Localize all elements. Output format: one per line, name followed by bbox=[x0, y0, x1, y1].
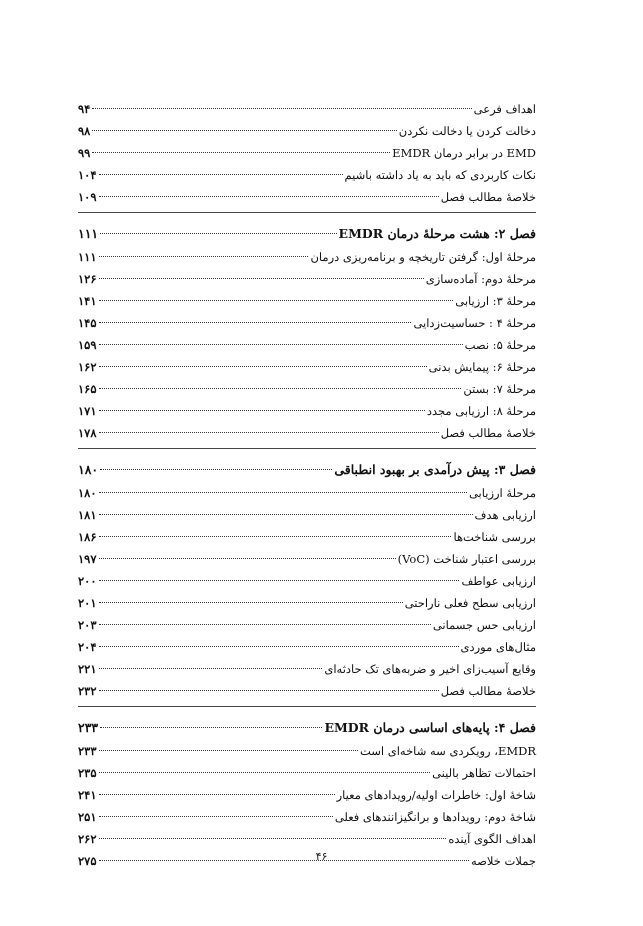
dot-leader bbox=[99, 277, 424, 279]
dot-leader bbox=[99, 535, 452, 537]
toc-entry[interactable] bbox=[78, 186, 536, 208]
entry-title: دخالت کردن یا دخالت نکردن bbox=[398, 124, 536, 138]
dot-leader bbox=[99, 557, 396, 559]
entry-page-number: ۲۷۵ bbox=[78, 854, 97, 868]
entry-page-number: ۲۰۳ bbox=[78, 618, 97, 632]
toc-entry[interactable] bbox=[78, 740, 536, 762]
entry-title: ارزیابی حس جسمانی bbox=[432, 618, 536, 632]
toc-entry[interactable] bbox=[78, 378, 536, 400]
dot-leader bbox=[99, 689, 439, 691]
toc-entry[interactable] bbox=[78, 268, 536, 290]
dot-leader bbox=[92, 151, 390, 153]
toc-chapter-heading[interactable] bbox=[78, 457, 536, 482]
entry-title: مرحلهٔ ۷: بستن bbox=[463, 382, 536, 396]
entry-page-number: ۲۰۴ bbox=[78, 640, 97, 654]
entry-title: ارزیابی عواطف bbox=[461, 574, 536, 588]
chapter-divider bbox=[78, 448, 536, 449]
entry-title: خلاصهٔ مطالب فصل bbox=[440, 684, 536, 698]
entry-title: EMDR، رویکردی سه شاخه‌ای است bbox=[359, 744, 536, 758]
chapter-page-number: ۱۱۱ bbox=[78, 226, 99, 241]
entry-page-number: ۱۱۱ bbox=[78, 250, 97, 264]
dot-leader bbox=[100, 232, 336, 234]
toc-entry[interactable] bbox=[78, 290, 536, 312]
dot-leader bbox=[99, 321, 412, 323]
dot-leader bbox=[100, 726, 322, 728]
entry-page-number: ۱۸۶ bbox=[78, 530, 97, 544]
entry-page-number: ۱۸۱ bbox=[78, 508, 97, 522]
entry-page-number: ۱۶۲ bbox=[78, 360, 97, 374]
dot-leader bbox=[99, 431, 439, 433]
entry-title: شاخهٔ اول: خاطرات اولیه/رویدادهای معیار bbox=[336, 788, 536, 802]
entry-page-number: ۲۰۰ bbox=[78, 574, 97, 588]
entry-title: مرحلهٔ ۸: ارزیابی مجدد bbox=[426, 404, 536, 418]
chapter-page-number: ۱۸۰ bbox=[78, 462, 99, 477]
entry-title: اهداف فرعی bbox=[473, 102, 536, 116]
dot-leader bbox=[99, 667, 323, 669]
dot-leader bbox=[99, 623, 431, 625]
page-number: ۴۶ bbox=[315, 850, 328, 863]
toc-entry[interactable] bbox=[78, 98, 536, 120]
chapter-divider bbox=[78, 212, 536, 213]
entry-title: مرحلهٔ ارزیابی bbox=[468, 486, 536, 500]
entry-title: اهداف الگوی آینده bbox=[448, 832, 536, 846]
entry-page-number: ۱۰۹ bbox=[78, 190, 97, 204]
dot-leader bbox=[92, 129, 396, 131]
toc-entry[interactable] bbox=[78, 334, 536, 356]
dot-leader bbox=[99, 409, 425, 411]
entry-title: جملات خلاصه bbox=[470, 854, 536, 868]
toc-entry[interactable] bbox=[78, 548, 536, 570]
entry-page-number: ۲۳۵ bbox=[78, 766, 97, 780]
dot-leader bbox=[99, 601, 403, 603]
entry-page-number: ۲۰۱ bbox=[78, 596, 97, 610]
entry-page-number: ۱۷۱ bbox=[78, 404, 97, 418]
entry-title: مثال‌های موردی bbox=[460, 640, 536, 654]
entry-title: ارزیابی هدف bbox=[474, 508, 536, 522]
entry-title: مرحلهٔ اول: گرفتن تاریخچه و برنامه‌ریزی درمان bbox=[310, 250, 536, 264]
chapter-title: فصل ۲: هشت مرحلهٔ درمان EMDR bbox=[338, 226, 536, 241]
table-of-contents bbox=[78, 98, 536, 872]
toc-entry[interactable] bbox=[78, 636, 536, 658]
entry-page-number: ۲۳۳ bbox=[78, 744, 97, 758]
toc-entry[interactable] bbox=[78, 142, 536, 164]
entry-page-number: ۹۹ bbox=[78, 146, 91, 160]
dot-leader bbox=[99, 195, 439, 197]
dot-leader bbox=[100, 468, 332, 470]
toc-entry[interactable] bbox=[78, 658, 536, 680]
entry-page-number: ۱۲۶ bbox=[78, 272, 97, 286]
entry-title: خلاصهٔ مطالب فصل bbox=[440, 190, 536, 204]
toc-entry[interactable] bbox=[78, 400, 536, 422]
toc-entry[interactable] bbox=[78, 356, 536, 378]
dot-leader bbox=[99, 793, 335, 795]
entry-title: مرحلهٔ ۳: ارزیابی bbox=[455, 294, 536, 308]
entry-page-number: ۱۹۷ bbox=[78, 552, 97, 566]
entry-page-number: ۱۸۰ bbox=[78, 486, 97, 500]
toc-entry[interactable] bbox=[78, 784, 536, 806]
entry-page-number: ۱۴۵ bbox=[78, 316, 97, 330]
dot-leader bbox=[99, 513, 473, 515]
toc-entry[interactable] bbox=[78, 592, 536, 614]
entry-page-number: ۱۵۹ bbox=[78, 338, 97, 352]
entry-page-number: ۹۸ bbox=[78, 124, 91, 138]
entry-page-number: ۱۴۱ bbox=[78, 294, 97, 308]
entry-title: مرحلهٔ ۶: پیمایش بدنی bbox=[428, 360, 536, 374]
toc-entry[interactable] bbox=[78, 120, 536, 142]
dot-leader bbox=[99, 645, 459, 647]
entry-page-number: ۹۴ bbox=[78, 102, 91, 116]
toc-entry[interactable] bbox=[78, 422, 536, 444]
dot-leader bbox=[99, 749, 358, 751]
toc-entry[interactable] bbox=[78, 680, 536, 702]
entry-title: EMD در برابر درمان EMDR bbox=[392, 146, 536, 160]
chapter-title: فصل ۳: پیش درآمدی بر بهبود انطباقی bbox=[334, 462, 536, 477]
entry-page-number: ۱۶۵ bbox=[78, 382, 97, 396]
dot-leader bbox=[99, 255, 309, 257]
dot-leader bbox=[99, 173, 343, 175]
entry-title: وقایع آسیب‌زای اخیر و ضربه‌های تک حادثه‌ای bbox=[324, 662, 536, 676]
dot-leader bbox=[99, 343, 463, 345]
dot-leader bbox=[99, 579, 460, 581]
dot-leader bbox=[99, 837, 447, 839]
toc-entry[interactable] bbox=[78, 526, 536, 548]
toc-chapter-heading[interactable] bbox=[78, 715, 536, 740]
dot-leader bbox=[92, 107, 471, 109]
dot-leader bbox=[99, 387, 462, 389]
entry-title: احتمالات تظاهر بالینی bbox=[432, 766, 536, 780]
entry-title: مرحلهٔ ۵: نصب bbox=[464, 338, 536, 352]
entry-page-number: ۱۷۸ bbox=[78, 426, 97, 440]
toc-entry[interactable] bbox=[78, 570, 536, 592]
entry-page-number: ۲۳۲ bbox=[78, 684, 97, 698]
toc-entry[interactable] bbox=[78, 482, 536, 504]
entry-page-number: ۱۰۴ bbox=[78, 168, 97, 182]
dot-leader bbox=[99, 491, 467, 493]
chapter-title: فصل ۴: پایه‌های اساسی درمان EMDR bbox=[324, 720, 536, 735]
dot-leader bbox=[99, 299, 454, 301]
entry-page-number: ۲۶۲ bbox=[78, 832, 97, 846]
chapter-page-number: ۲۳۳ bbox=[78, 720, 99, 735]
entry-title: شاخهٔ دوم: رویدادها و برانگیزانندهای فعلی bbox=[334, 810, 536, 824]
toc-entry[interactable] bbox=[78, 806, 536, 828]
entry-title: بررسی شناخت‌ها bbox=[453, 530, 536, 544]
dot-leader bbox=[99, 815, 333, 817]
toc-entry[interactable] bbox=[78, 504, 536, 526]
entry-title: خلاصهٔ مطالب فصل bbox=[440, 426, 536, 440]
entry-title: مرحلهٔ دوم: آماده‌سازی bbox=[425, 272, 536, 286]
entry-title: بررسی اعتبار شناخت (VoC) bbox=[397, 552, 536, 566]
entry-title: مرحلهٔ ۴ : حساسیت‌زدایی bbox=[413, 316, 536, 330]
entry-page-number: ۲۴۱ bbox=[78, 788, 97, 802]
toc-entry[interactable] bbox=[78, 614, 536, 636]
dot-leader bbox=[99, 365, 427, 367]
toc-entry[interactable] bbox=[78, 312, 536, 334]
toc-entry[interactable] bbox=[78, 828, 536, 850]
entry-page-number: ۲۲۱ bbox=[78, 662, 97, 676]
toc-entry[interactable] bbox=[78, 246, 536, 268]
dot-leader bbox=[99, 771, 431, 773]
toc-chapter-heading[interactable] bbox=[78, 221, 536, 246]
toc-entry[interactable] bbox=[78, 164, 536, 186]
chapter-divider bbox=[78, 706, 536, 707]
entry-title: ارزیابی سطح فعلی ناراحتی bbox=[404, 596, 536, 610]
entry-page-number: ۲۵۱ bbox=[78, 810, 97, 824]
toc-entry[interactable] bbox=[78, 762, 536, 784]
entry-title: نکات کاربردی که باید به یاد داشته باشیم bbox=[344, 168, 536, 182]
